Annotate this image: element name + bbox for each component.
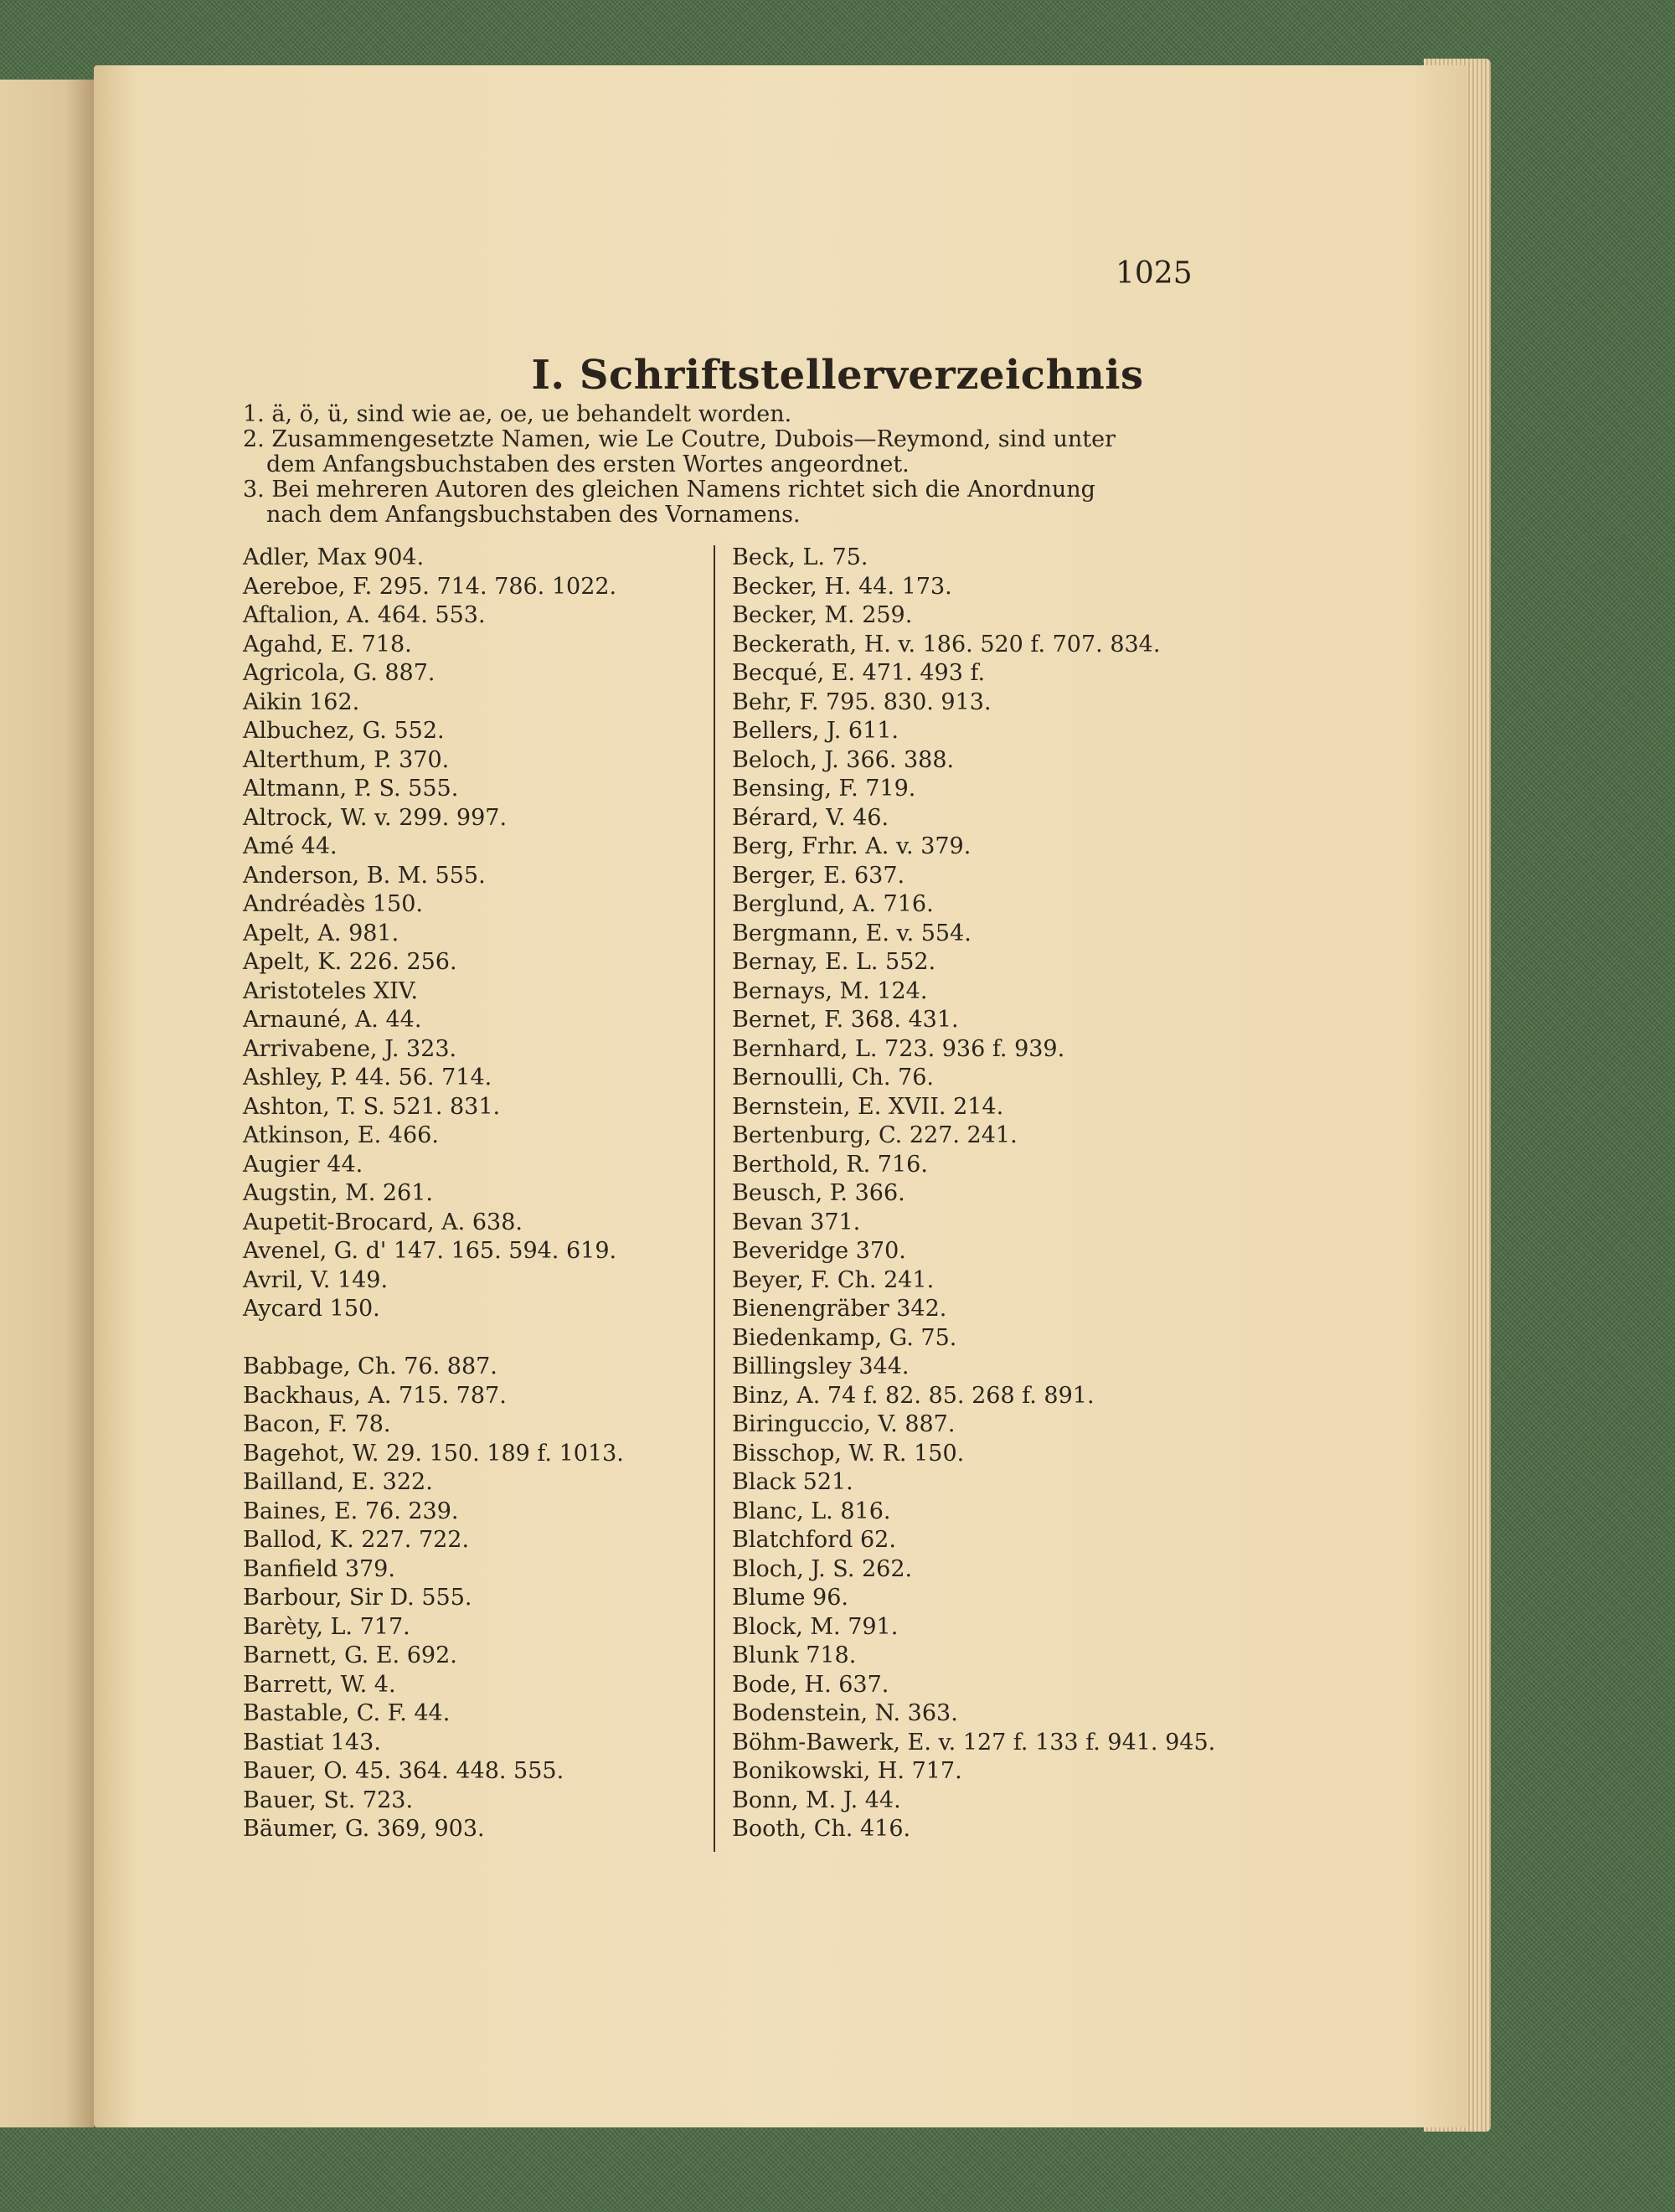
index-entry: Bäumer, G. 369, 903. bbox=[243, 1816, 485, 1842]
index-entry: Blunk 718. bbox=[732, 1642, 857, 1668]
index-entry: Babbage, Ch. 76. 887. bbox=[243, 1353, 497, 1379]
index-entry: Bisschop, W. R. 150. bbox=[732, 1440, 965, 1467]
note-line: 2. Zusammengesetzte Namen, wie Le Coutre, Dubois—Reymond, sind unter bbox=[243, 426, 1116, 452]
index-entry: Blume 96. bbox=[732, 1585, 848, 1611]
index-entry: Avenel, G. d' 147. 165. 594. 619. bbox=[243, 1238, 617, 1264]
index-entry: Beveridge 370. bbox=[732, 1238, 906, 1264]
index-entry: Augier 44. bbox=[243, 1151, 363, 1178]
index-entry: Blatchford 62. bbox=[732, 1527, 896, 1553]
index-entry: Bellers, J. 611. bbox=[732, 718, 899, 744]
index-entry: Beyer, F. Ch. 241. bbox=[732, 1266, 935, 1293]
index-heading: I. Schriftstellerverzeichnis bbox=[531, 352, 1144, 399]
index-entry: Altmann, P. S. 555. bbox=[243, 776, 459, 802]
index-entry: Bérard, V. 46. bbox=[732, 804, 889, 831]
index-entry: Berg, Frhr. A. v. 379. bbox=[732, 833, 972, 859]
index-entry: Bernoulli, Ch. 76. bbox=[732, 1065, 934, 1091]
index-entry: Aereboe, F. 295. 714. 786. 1022. bbox=[243, 573, 617, 600]
index-entry: Banfield 379. bbox=[243, 1555, 395, 1582]
index-entry: Behr, F. 795. 830. 913. bbox=[732, 688, 992, 715]
index-entry: Aycard 150. bbox=[243, 1296, 380, 1322]
note-2 bbox=[243, 427, 1198, 477]
index-column-left bbox=[243, 544, 624, 1844]
index-entry: Anderson, B. M. 555. bbox=[243, 862, 486, 889]
page-number: 1025 bbox=[1116, 256, 1193, 291]
index-entry: Augstin, M. 261. bbox=[243, 1180, 433, 1206]
note-line: 3. Bei mehreren Autoren des gleichen Namens richtet sich die Anordnung bbox=[243, 477, 1095, 503]
index-entry: Aftalion, A. 464. 553. bbox=[243, 602, 486, 628]
index-entry: Booth, Ch. 416. bbox=[732, 1816, 911, 1842]
index-entry: Billingsley 344. bbox=[732, 1353, 910, 1379]
index-entry: Agricola, G. 887. bbox=[243, 660, 436, 686]
index-entry: Bernstein, E. XVII. 214. bbox=[732, 1093, 1004, 1120]
index-entry: Block, M. 791. bbox=[732, 1613, 899, 1640]
index-entry: Baines, E. 76. 239. bbox=[243, 1498, 459, 1524]
index-entry: Bernet, F. 368. 431. bbox=[732, 1007, 959, 1033]
note-3 bbox=[243, 477, 1198, 528]
index-entry: Aikin 162. bbox=[243, 688, 360, 715]
index-entry: Adler, Max 904. bbox=[243, 544, 425, 570]
index-entry: Barèty, L. 717. bbox=[243, 1613, 410, 1640]
index-entry: Agahd, E. 718. bbox=[243, 631, 412, 657]
index-entry: Blanc, L. 816. bbox=[732, 1498, 891, 1524]
index-entry: Berglund, A. 716. bbox=[732, 891, 934, 917]
index-entry: Böhm-Bawerk, E. v. 127 f. 133 f. 941. 945. bbox=[732, 1729, 1216, 1756]
index-entry: Bastiat 143. bbox=[243, 1729, 381, 1756]
index-entry: Ballod, K. 227. 722. bbox=[243, 1527, 470, 1553]
index-entry: Becker, M. 259. bbox=[732, 602, 913, 628]
index-entry: Bernhard, L. 723. 936 f. 939. bbox=[732, 1035, 1065, 1062]
index-entry: Apelt, K. 226. 256. bbox=[243, 949, 457, 975]
note-continuation: nach dem Anfangsbuchstaben des Vornamens. bbox=[266, 502, 801, 528]
index-entry: Binz, A. 74 f. 82. 85. 268 f. 891. bbox=[732, 1382, 1095, 1409]
index-entry: Barbour, Sir D. 555. bbox=[243, 1585, 472, 1611]
index-entry: Bevan 371. bbox=[732, 1209, 861, 1235]
index-entry: Backhaus, A. 715. 787. bbox=[243, 1382, 507, 1409]
index-entry: Berthold, R. 716. bbox=[732, 1151, 928, 1178]
index-entry: Berger, E. 637. bbox=[732, 862, 905, 889]
index-entry: Bastable, C. F. 44. bbox=[243, 1700, 451, 1726]
index-notes bbox=[243, 402, 1198, 528]
index-entry: Biedenkamp, G. 75. bbox=[732, 1324, 957, 1351]
index-entry: Barnett, G. E. 692. bbox=[243, 1642, 457, 1668]
index-entry: Bensing, F. 719. bbox=[732, 776, 916, 802]
note-line: 1. ä, ö, ü, sind wie ae, oe, ue behandelt worden. bbox=[243, 401, 792, 427]
index-entry: Barrett, W. 4. bbox=[243, 1671, 396, 1698]
index-entry: Albuchez, G. 552. bbox=[243, 718, 445, 744]
index-entry: Ashley, P. 44. 56. 714. bbox=[243, 1065, 492, 1091]
index-column-right bbox=[732, 544, 1215, 1844]
index-entry: Bauer, O. 45. 364. 448. 555. bbox=[243, 1758, 564, 1784]
index-entry: Bernays, M. 124. bbox=[732, 977, 928, 1004]
index-entry: Ashton, T. S. 521. 831. bbox=[243, 1093, 501, 1120]
index-entry: Apelt, A. 981. bbox=[243, 920, 399, 946]
index-entry: Amé 44. bbox=[243, 833, 338, 859]
index-entry: Beloch, J. 366. 388. bbox=[732, 746, 955, 773]
column-divider bbox=[714, 545, 715, 1852]
index-entry: Biringuccio, V. 887. bbox=[732, 1411, 956, 1437]
index-entry: Bodenstein, N. 363. bbox=[732, 1700, 958, 1726]
index-entry: Aupetit-Brocard, A. 638. bbox=[243, 1209, 523, 1235]
index-entry: Bailland, E. 322. bbox=[243, 1469, 433, 1495]
index-entry: Avril, V. 149. bbox=[243, 1266, 389, 1293]
index-entry: Bernay, E. L. 552. bbox=[732, 949, 936, 975]
index-letter-gap bbox=[243, 1324, 624, 1353]
index-entry: Bauer, St. 723. bbox=[243, 1787, 414, 1813]
note-continuation: dem Anfangsbuchstaben des ersten Wortes angeordnet. bbox=[266, 451, 910, 477]
index-entry: Andréadès 150. bbox=[243, 891, 423, 917]
index-entry: Bacon, F. 78. bbox=[243, 1411, 391, 1437]
index-entry: Bergmann, E. v. 554. bbox=[732, 920, 972, 946]
index-entry: Bode, H. 637. bbox=[732, 1671, 889, 1698]
index-entry: Alterthum, P. 370. bbox=[243, 746, 450, 773]
index-entry: Becker, H. 44. 173. bbox=[732, 573, 952, 600]
index-entry: Bagehot, W. 29. 150. 189 f. 1013. bbox=[243, 1440, 624, 1467]
index-entry: Bloch, J. S. 262. bbox=[732, 1555, 913, 1582]
index-entry: Beckerath, H. v. 186. 520 f. 707. 834. bbox=[732, 631, 1161, 657]
index-entry: Bertenburg, C. 227. 241. bbox=[732, 1122, 1018, 1148]
index-entry: Bienengräber 342. bbox=[732, 1296, 947, 1322]
index-entry: Bonikowski, H. 717. bbox=[732, 1758, 962, 1784]
note-1 bbox=[243, 402, 1198, 427]
index-entry: Atkinson, E. 466. bbox=[243, 1122, 439, 1148]
index-entry: Arrivabene, J. 323. bbox=[243, 1035, 457, 1062]
index-entry: Arnauné, A. 44. bbox=[243, 1007, 422, 1033]
index-entry: Beusch, P. 366. bbox=[732, 1180, 905, 1206]
index-entry: Beck, L. 75. bbox=[732, 544, 868, 570]
index-entry: Altrock, W. v. 299. 997. bbox=[243, 804, 508, 831]
index-entry: Black 521. bbox=[732, 1469, 853, 1495]
index-entry: Bonn, M. J. 44. bbox=[732, 1787, 901, 1813]
index-entry: Becqué, E. 471. 493 f. bbox=[732, 660, 986, 686]
index-entry: Aristoteles XIV. bbox=[243, 977, 419, 1004]
